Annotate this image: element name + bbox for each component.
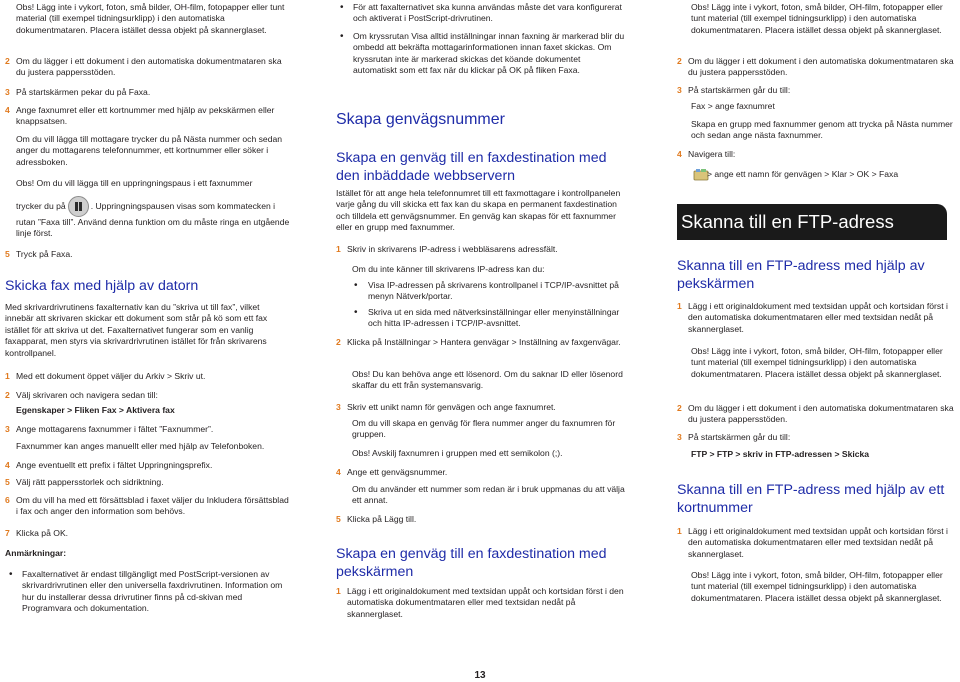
step-number: 2 [677,403,682,413]
step3-sub: Faxnummer kan anges manuellt eller med hjälp av Telefonboken. [16,441,265,451]
step-5 [5,249,290,260]
sub-heading-2: Skanna till en FTP-adress med hjälp av ett kortnummer [677,482,945,516]
step-1 [336,244,626,255]
step-text: Lägg i ett originaldokument med textsidan uppåt och kortsidan först i den automatiska dokumentmataren eller med textsidan nedåt på skannerglaset. [347,586,624,619]
step-text: Om du lägger i ett dokument i den automatiska dokumentmataren ska du justera pappersstöden. [688,56,954,78]
pc-step-4 [5,460,290,471]
bullet-icon: • [340,31,344,42]
step-text: Välj skrivaren och navigera sedan till: [16,390,158,400]
step-text: På startskärmen pekar du på Faxa. [16,87,151,97]
step-number: 4 [336,467,341,477]
ftp-obs: Obs! Lägg inte i vykort, foton, små bilder, OH-film, fotopapper eller tunt material (till exempel tidningsurklipp) i den automatiska dokumentmataren. Placera istället dessa objekt på skannerglaset. [691,346,943,379]
intro-paragraph: Med skrivardrivrutinens faxalternativ kan du ”skriva ut till fax”, vilket innebär att skrivaren skickar ett dokument som står på kö som ett fax istället för att skriva ut det. Faxalternativet fungerar som en vanlig faxapparat, men styrs via skrivardrivrutinen istället för från skrivarens kontrollpanel. [5,302,268,358]
step-number: 3 [336,402,341,412]
step-number: 1 [5,371,10,381]
step-text: Tryck på Faxa. [16,249,73,259]
step4-sub: Om du använder ett nummer som redan är i bruk uppmanas du att välja ett annat. [352,484,625,506]
step-text: Om du lägger i ett dokument i den automatiska dokumentmataren ska du justera pappersstöden. [16,56,282,78]
section-banner: Skanna till en FTP-adress [677,204,947,240]
ftp-step-2 [677,403,957,426]
step-text: Navigera till: [688,149,736,159]
step-number: 3 [677,85,682,95]
step-4 [336,467,626,478]
ftp-path: FTP > FTP > skriv in FTP-adressen > Skicka [691,449,870,459]
bullet-text: Visa IP-adressen på skrivarens kontrollpanel i TCP/IP-avsnittet på menyn Nätverk/portar. [368,280,619,302]
ip-bullet-1 [336,280,626,303]
notes-label: Anmärkningar: [5,548,67,558]
step1-sub: Om du inte känner till skrivarens IP-adress kan du: [352,264,545,274]
step-text: Välj rätt pappersstorlek och sidriktning. [16,477,164,487]
step2-obs: Obs! Du kan behöva ange ett lösenord. Om du saknar ID eller lösenord skaffar du ett från systemansvarig. [352,369,623,391]
step-number: 6 [5,495,10,505]
page-number: 13 [474,670,486,681]
menu-path: Egenskaper > Fliken Fax > Aktivera fax [16,405,175,415]
bullet-2 [336,31,626,77]
pc-step-7 [5,528,290,539]
step-text: Ange ett genvägsnummer. [347,467,448,477]
ftp2-step-1 [677,526,957,560]
step-text: Lägg i ett originaldokument med textsidan uppåt och kortsidan först i den automatiska dokumentmataren eller med textsidan nedåt på skannerglaset. [688,526,948,559]
step-number: 1 [677,526,682,536]
step-number: 3 [5,87,10,97]
step4-paragraph: Om du vill lägga till mottagare trycker du på Nästa nummer och sedan anger du mottagarens telefonnummer, ett kortnummer eller söker i adressboken. [16,134,283,167]
top-note: Obs! Lägg inte i vykort, foton, små bilder, OH-film, fotopapper eller tunt material (till exempel tidningsurklipp) i den automatiska dokumentmataren. Placera istället dessa objekt på skannerglaset. [16,2,285,35]
step-text: Ange mottagarens faxnummer i fältet ”Faxnummer”. [16,424,214,434]
step-number: 5 [5,477,10,487]
step4-obs: Obs! Om du vill lägga till en uppringningspaus i ett faxnummer [16,178,253,188]
step-text: Med ett dokument öppet väljer du Arkiv > Skriv ut. [16,371,206,381]
section-heading: Skicka fax med hjälp av datorn [5,278,199,294]
bullet-text: Skriva ut en sida med nätverksinställningar eller menyinställningar och hitta IP-adressen i TCP/IP-avsnittet. [368,307,620,329]
step-number: 1 [677,301,682,311]
pc-step-3 [5,424,290,435]
step-2 [5,56,290,79]
sub-heading: Skapa en genväg till en faxdestination med den inbäddade webbservern [336,150,607,184]
step-text: Klicka på OK. [16,528,69,538]
pc-step-6 [5,495,290,518]
bullet-text: För att faxalternativet ska kunna användas måste det vara konfigurerat och aktiverat i PostScript-drivrutinen. [353,2,622,24]
bullet-icon: • [354,280,358,291]
bullet-icon: • [340,2,344,13]
step-text: Skriv in skrivarens IP-adress i webbläsarens adressfält. [347,244,558,254]
bullet-1 [336,2,626,25]
ftp-step-3 [677,432,957,443]
step-3 [336,402,626,413]
ip-bullet-2 [336,307,626,330]
pause-icon [68,196,89,217]
step4-path: > ange ett namn för genvägen > Klar > OK > Faxa [707,169,899,179]
bullet-text: Om kryssrutan Visa alltid inställningar innan faxning är markerad blir du ombedd att bekräfta mottagarinformationen innan faxet skickas. Om kryssrutan inte är markerad skickas det köande dokumentet automatiskt som ett fax när du klickar på OK på fliken Faxa. [353,31,625,76]
pc-step-2 [5,390,290,401]
step3-sub: Om du vill skapa en genväg för flera nummer anger du faxnumren för gruppen. [352,418,616,440]
step3-obs: Obs! Avskilj faxnumren i gruppen med ett semikolon (;). [352,448,563,458]
step-number: 2 [5,56,10,66]
step-number: 1 [336,586,341,596]
intro-paragraph: Istället för att ange hela telefonnumret till ett faxmottagare i kontrollpanelen varje gång du vill skicka ett fax kan du skapa en permanent faxdestination och tilldela ett genvägsnummer. En genväg kan skapas för ett faxnummer eller en grupp med faxnummer. [336,188,621,233]
main-heading: Skapa genvägsnummer [336,111,505,128]
step-text: Om du vill ha med ett försättsblad i faxet väljer du Inkludera försättsblad i fax och anger den information som behövs. [16,495,289,517]
step-number: 5 [336,514,341,524]
touch-step-1 [336,586,626,620]
step-text: På startskärmen går du till: [688,432,791,442]
step-text: Ange eventuellt ett prefix i fältet Uppringningsprefix. [16,460,213,470]
step-3 [677,85,957,96]
step-number: 4 [5,460,10,470]
step-number: 3 [677,432,682,442]
step-number: 4 [5,105,10,115]
step-5 [336,514,626,525]
step-number: 1 [336,244,341,254]
step-number: 2 [5,390,10,400]
step4-obs-continued [5,196,290,240]
step-number: 2 [677,56,682,66]
pc-step-1 [5,371,290,382]
top-note: Obs! Lägg inte i vykort, foton, små bilder, OH-film, fotopapper eller tunt material (till exempel tidningsurklipp) i den automatiska dokumentmataren. Placera istället dessa objekt på skannerglaset. [691,2,943,35]
step3-path: Fax > ange faxnumret [691,101,775,111]
step-number: 7 [5,528,10,538]
step-4 [5,105,290,128]
step-number: 5 [5,249,10,259]
step-2 [677,56,957,79]
obs-text-b: . Uppringningspausen visas som kommatecken i rutan ”Faxa till”. Använd denna funktion om du måste ringa en utgående linje först. [16,200,290,239]
step-text: Ange faxnumret eller ett kortnummer med hjälp av pekskärmen eller knappsatsen. [16,105,275,127]
sub-heading: Skanna till en FTP-adress med hjälp av pekskärmen [677,258,925,292]
step-number: 3 [5,424,10,434]
step-number: 2 [336,337,341,347]
note-bullet [5,569,290,615]
sub-heading-2: Skapa en genväg till en faxdestination med pekskärmen [336,546,607,580]
obs-text-a: trycker du på [16,200,66,211]
step-text: Skriv ett unikt namn för genvägen och ange faxnumret. [347,402,556,412]
step-text: Om du lägger i ett dokument i den automatiska dokumentmataren ska du justera pappersstöden. [688,403,954,425]
step-text: Klicka på Lägg till. [347,514,417,524]
step-number: 4 [677,149,682,159]
ftp2-obs: Obs! Lägg inte i vykort, foton, små bilder, OH-film, fotopapper eller tunt material (till exempel tidningsurklipp) i den automatiska dokumentmataren. Placera istället dessa objekt på skannerglaset. [691,570,943,603]
step-4 [677,149,957,160]
bullet-icon: • [354,307,358,318]
step-text: Klicka på Inställningar > Hantera genvägar > Inställning av faxgenvägar. [347,337,621,347]
pc-step-5 [5,477,290,488]
step-2 [336,337,626,348]
step-text: Lägg i ett originaldokument med textsidan uppåt och kortsidan först i den automatiska dokumentmataren eller med textsidan nedåt på skannerglaset. [688,301,948,334]
step-text: På startskärmen går du till: [688,85,791,95]
ftp-step-1 [677,301,957,335]
note-text: Faxalternativet är endast tillgängligt med PostScript-versionen av skrivardrivrutinen eller den universella faxdrivrutinen. Information om hur du installerar dessa drivrutiner finns på cd-skivan med Programvara och dokumentation. [22,569,283,614]
step-3 [5,87,290,98]
step3-sub: Skapa en grupp med faxnummer genom att trycka på Nästa nummer och sedan ange nästa faxnummer. [691,119,953,141]
bullet-icon: • [9,569,13,580]
